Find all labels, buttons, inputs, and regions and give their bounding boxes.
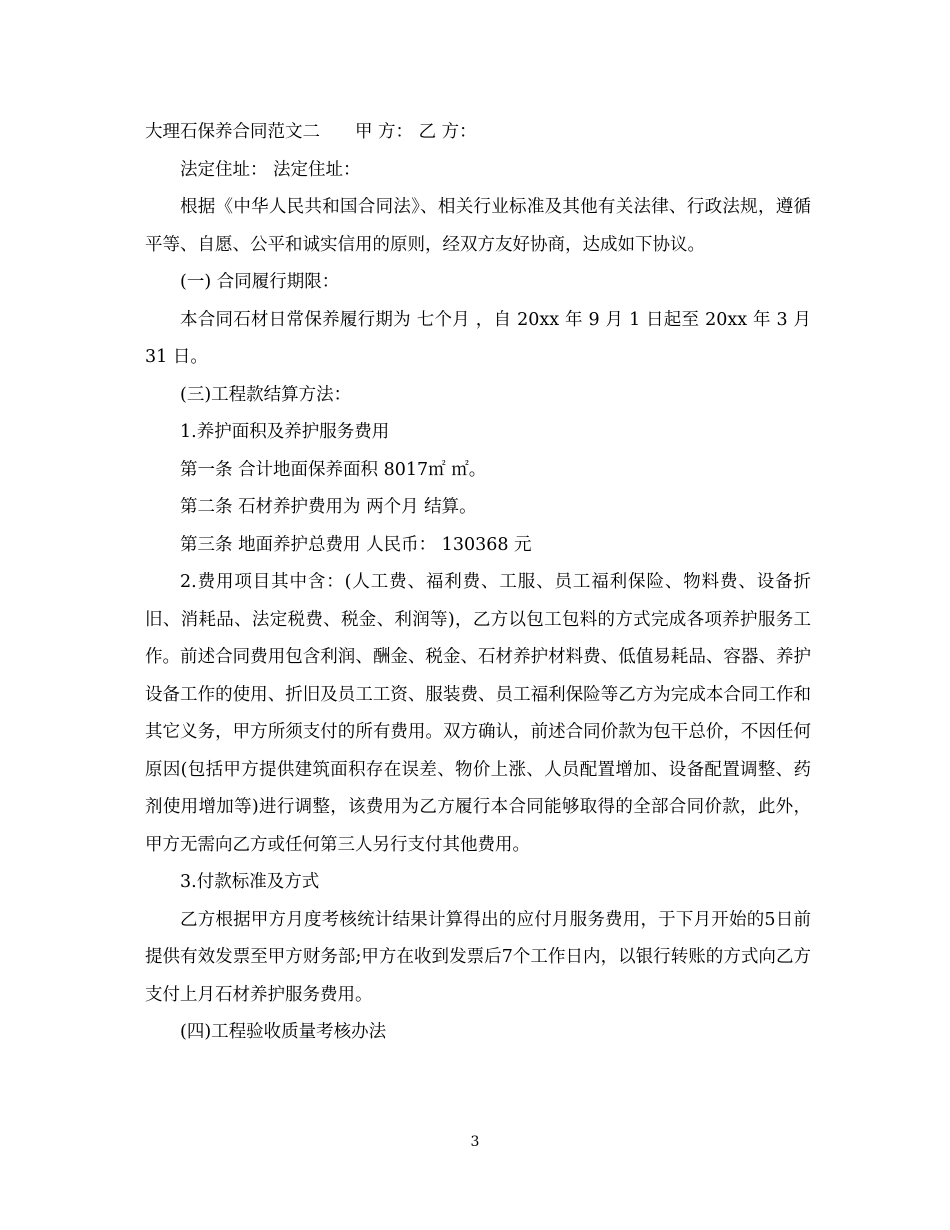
paragraph: (四)工程验收质量考核办法 [180, 1022, 387, 1042]
paragraph: (一) 合同履行期限： [180, 272, 340, 292]
page-number: 3 [470, 1134, 480, 1150]
paragraph: 本合同石材日常保养履行期为 七个月 ，自 20xx 年 9 月 1 日起至 20xx 年 3 月 31 日。 [145, 309, 811, 367]
paragraph: 2.费用项目其中含：(人工费、福利费、工服、员工福利保险、物料费、设备折旧、消耗品、法定税费、税金、利润等)，乙方以包工包料的方式完成各项养护服务工作。前述合同费用包含利润、酬金、税金、石材养护材料费、低值易耗品、容器、养护设备工作的使用、折旧及员工工资、服装费、员工福利保险等乙方为完成本合同工作和其它义务，甲方所须支付的所有费用。双方确认，前述合同价款为包干总价，不因任何原因(包括甲方提供建筑面积存在误差、物价上涨、人员配置增加、设备配置调整、药剂使用增加等)进行调整，该费用为乙方履行本合同能够取得的全部合同价款，此外，甲方无需向乙方或任何第三人另行支付其他费用。 [145, 572, 811, 855]
paragraph: 3.付款标准及方式 [180, 872, 320, 892]
paragraph: 乙方根据甲方月度考核统计结果计算得出的应付月服务费用，于下月开始的5日前提供有效发票至甲方财务部;甲方在收到发票后7个工作日内，以银行转账的方式向乙方支付上月石材养护服务费用。 [145, 909, 811, 1005]
paragraph: 第三条 地面养护总费用 人民币： 130368 元 [180, 534, 532, 555]
document-title-line: 大理石保养合同范文二 甲 方： 乙 方： [145, 122, 477, 142]
paragraph: 1.养护面积及养护服务费用 [180, 422, 390, 442]
paragraph: (三)工程款结算方法： [180, 384, 352, 405]
paragraph: 第二条 石材养护费用为 两个月 结算。 [180, 497, 477, 517]
paragraph: 根据《中华人民共和国合同法》、相关行业标准及其他有关法律、行政法规，遵循平等、自愿、公平和诚实信用的原则，经双方友好协商，达成如下协议。 [145, 197, 811, 255]
paragraph: 法定住址： 法定住址： [180, 159, 361, 180]
document-body [145, 114, 811, 1052]
paragraph: 第一条 合计地面保养面积 8017㎡ ㎡。 [180, 459, 487, 480]
